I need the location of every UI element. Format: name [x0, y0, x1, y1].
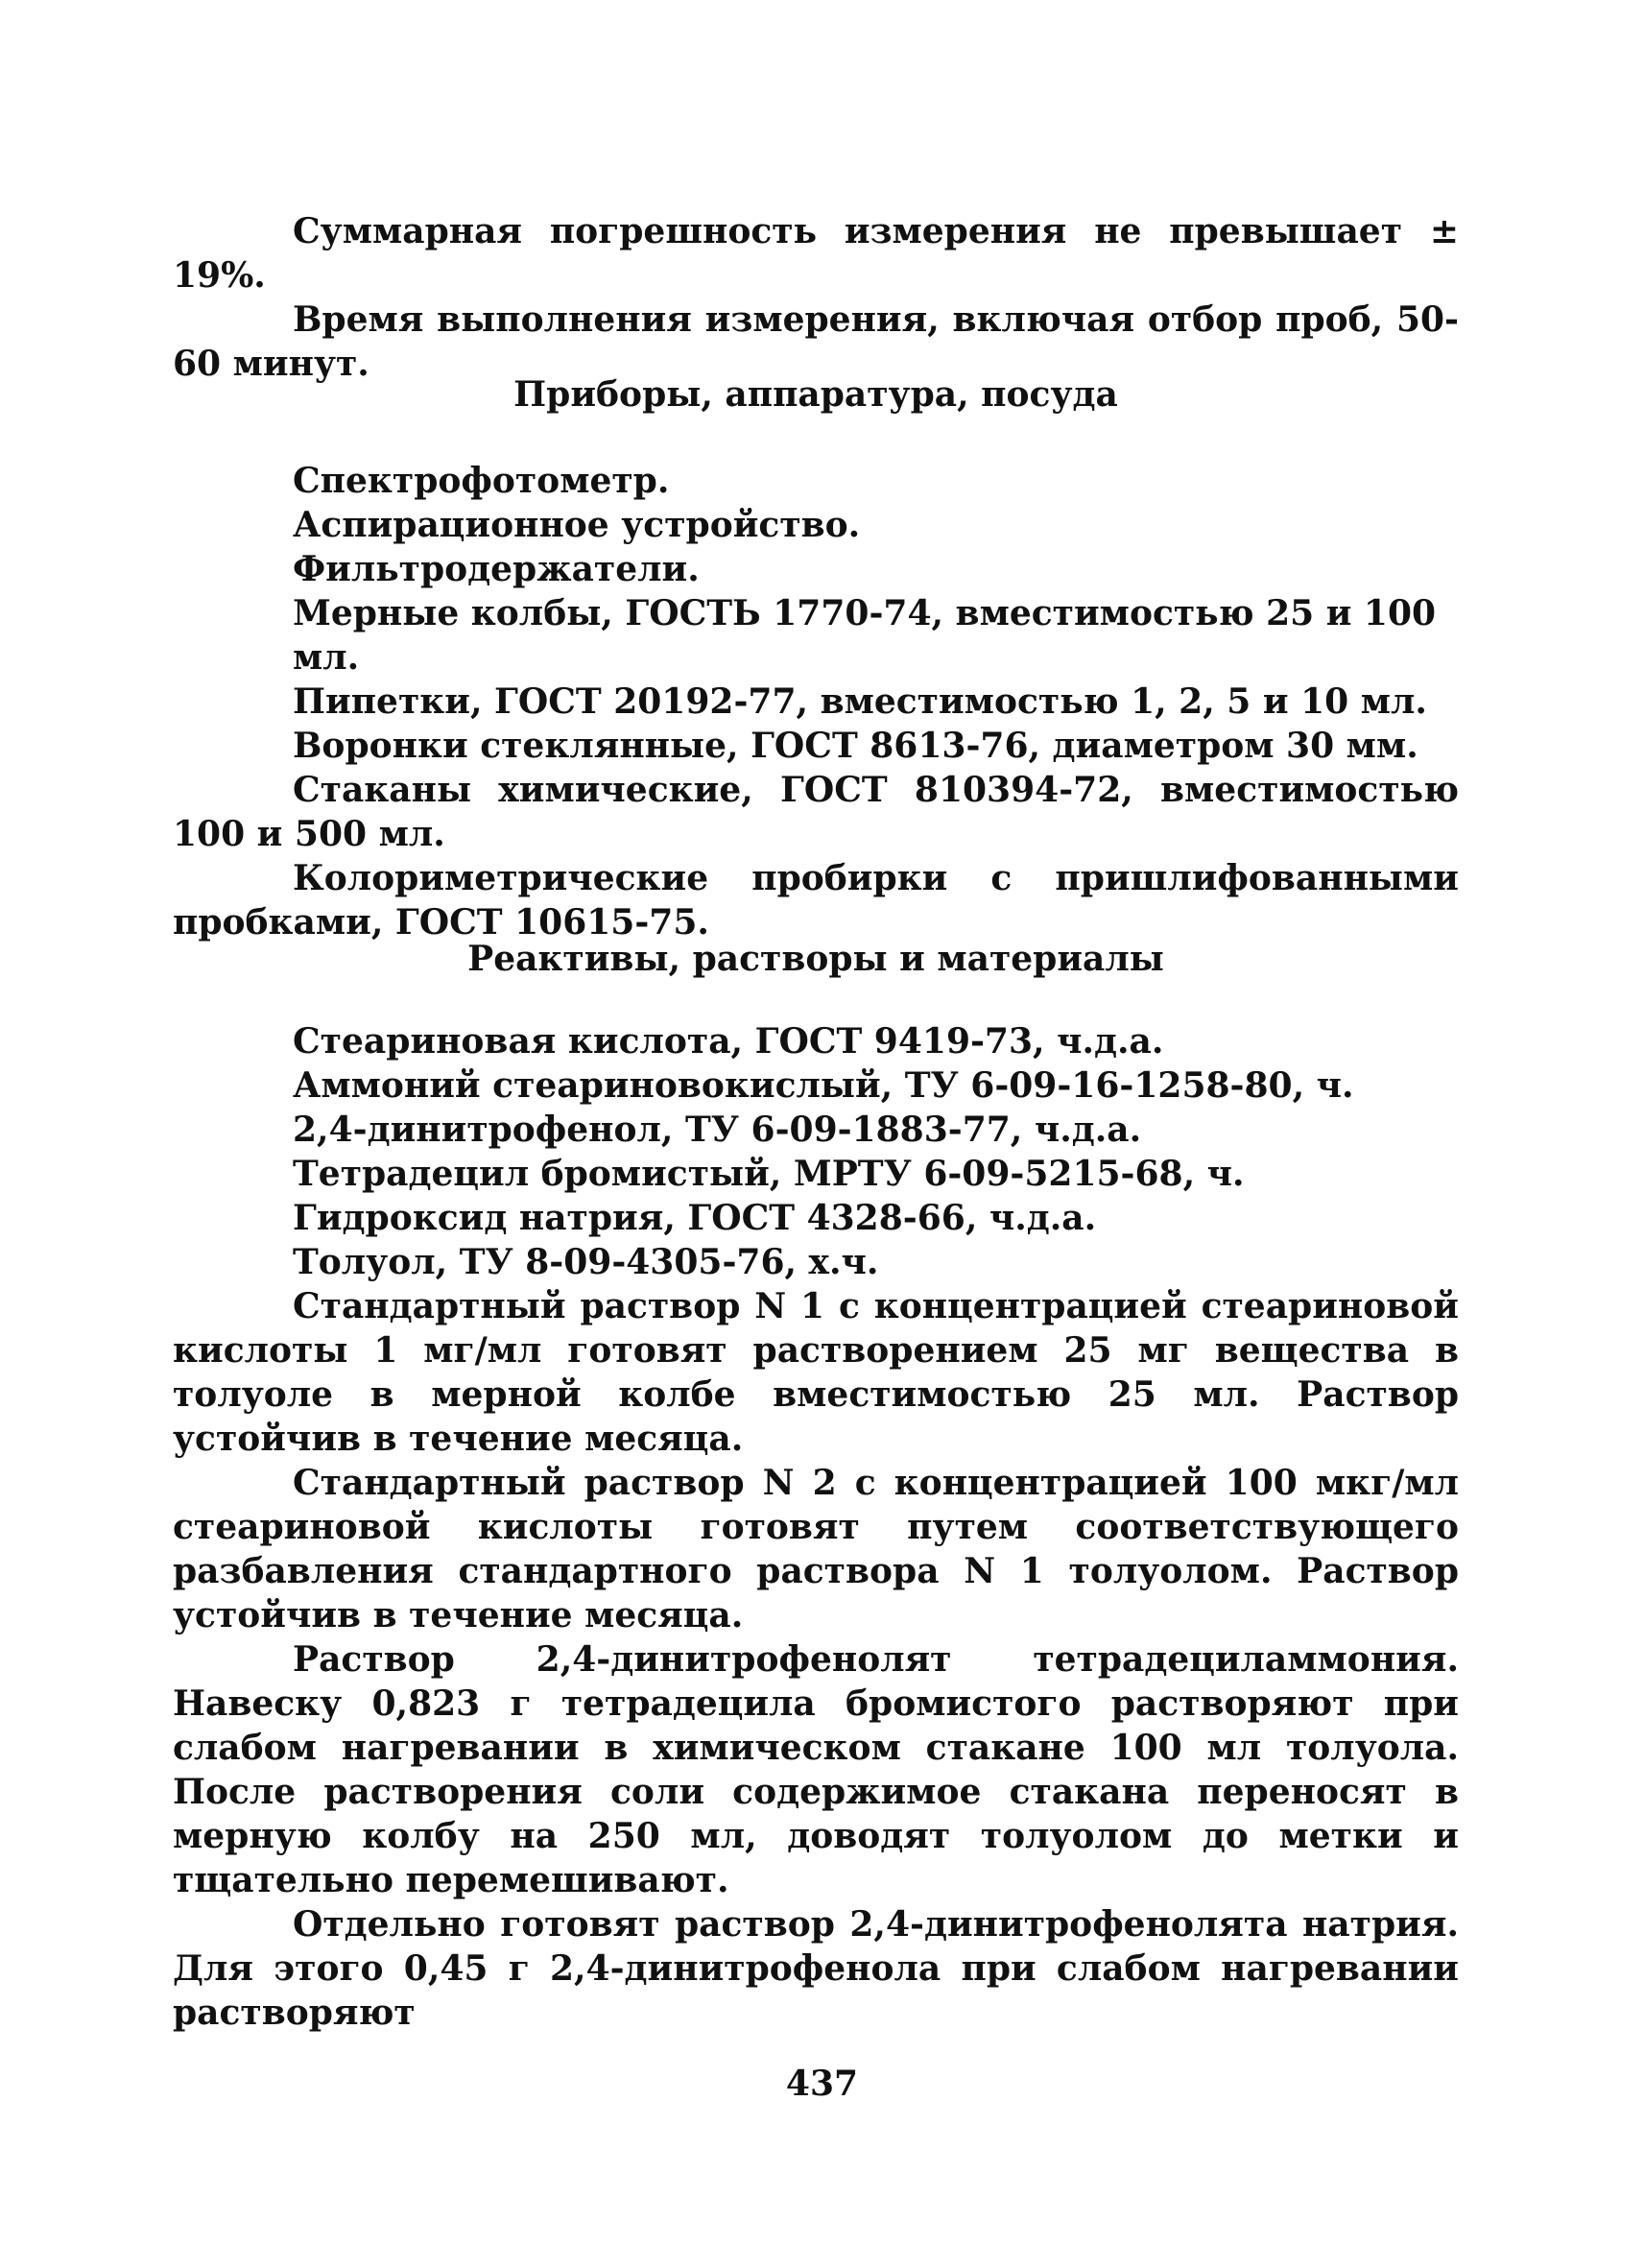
reagent-paragraph-sodium: Отдельно готовят раствор 2,4-динитрофенолята натрия. Для этого 0,45 г 2,4-динитрофенола при слабом нагревании растворяют	[173, 1904, 1459, 2033]
reagents-list	[173, 1019, 1459, 2035]
reagent-item: Тетрадецил бромистый, МРТУ 6-09-5215-68, ч.	[293, 1154, 1245, 1194]
section-apparatus	[173, 372, 1459, 417]
reagent-item: Толуол, ТУ 8-09-4305-76, х.ч.	[293, 1242, 879, 1282]
reagent-paragraph-dinitrophenolate: Раствор 2,4-динитрофенолят тетрадециламмония. Навеску 0,823 г тетрадецила бромистого растворяют при слабом нагревании в химическом стакане 100 мл толуола. После растворения соли содержимое стакана переносят в мерную колбу на 250 мл, доводят толуолом до метки и тщательно перемешивают.	[173, 1639, 1459, 1900]
apparatus-item: Колориметрические пробирки с пришлифованными пробками, ГОСТ 10615-75.	[173, 858, 1459, 943]
intro-paragraph-duration: Время выполнения измерения, включая отбор проб, 50-60 минут.	[173, 299, 1459, 384]
apparatus-item: Стаканы химические, ГОСТ 810394-72, вместимостью 100 и 500 мл.	[173, 770, 1459, 854]
intro-paragraph-error: Суммарная погрешность измерения не превышает ± 19%.	[173, 211, 1459, 296]
page-number: 437	[785, 2064, 859, 2104]
reagent-item: Аммоний стеариновокислый, ТУ 6-09-16-1258-80, ч.	[293, 1065, 1354, 1106]
apparatus-item: Аспирационное устройство.	[293, 505, 861, 545]
reagent-item: 2,4-динитрофенол, ТУ 6-09-1883-77, ч.д.а.	[293, 1110, 1142, 1150]
apparatus-item: Спектрофотометр.	[293, 461, 670, 501]
intro-block	[173, 209, 1459, 386]
reagent-paragraph-standard-2: Стандартный раствор N 2 с концентрацией 100 мкг/мл стеариновой кислоты готовят путем соответствующего разбавления стандартного раствора N 1 толуолом. Раствор устойчив в течение месяца.	[173, 1463, 1459, 1635]
section-reagents	[173, 937, 1459, 981]
section-heading-reagents: Реактивы, растворы и материалы	[467, 939, 1164, 979]
reagent-item: Гидроксид натрия, ГОСТ 4328-66, ч.д.а.	[293, 1198, 1097, 1238]
reagent-item: Стеариновая кислота, ГОСТ 9419-73, ч.д.а.	[293, 1021, 1164, 1062]
apparatus-item: Мерные колбы, ГОСТЬ 1770-74, вместимостью 25 и 100 мл.	[293, 593, 1437, 678]
apparatus-item: Пипетки, ГОСТ 20192-77, вместимостью 1, 2, 5 и 10 мл.	[293, 681, 1427, 722]
reagent-paragraph-standard-1: Стандартный раствор N 1 с концентрацией стеариновой кислоты 1 мг/мл готовят растворением 25 мг вещества в толуоле в мерной колбе вместимостью 25 мл. Раствор устойчив в течение месяца.	[173, 1286, 1459, 1459]
apparatus-list	[173, 459, 1459, 944]
apparatus-item: Воронки стеклянные, ГОСТ 8613-76, диаметром 30 мм.	[293, 726, 1418, 766]
apparatus-item: Фильтродержатели.	[293, 549, 700, 589]
section-heading-apparatus: Приборы, аппаратура, посуда	[513, 374, 1118, 415]
